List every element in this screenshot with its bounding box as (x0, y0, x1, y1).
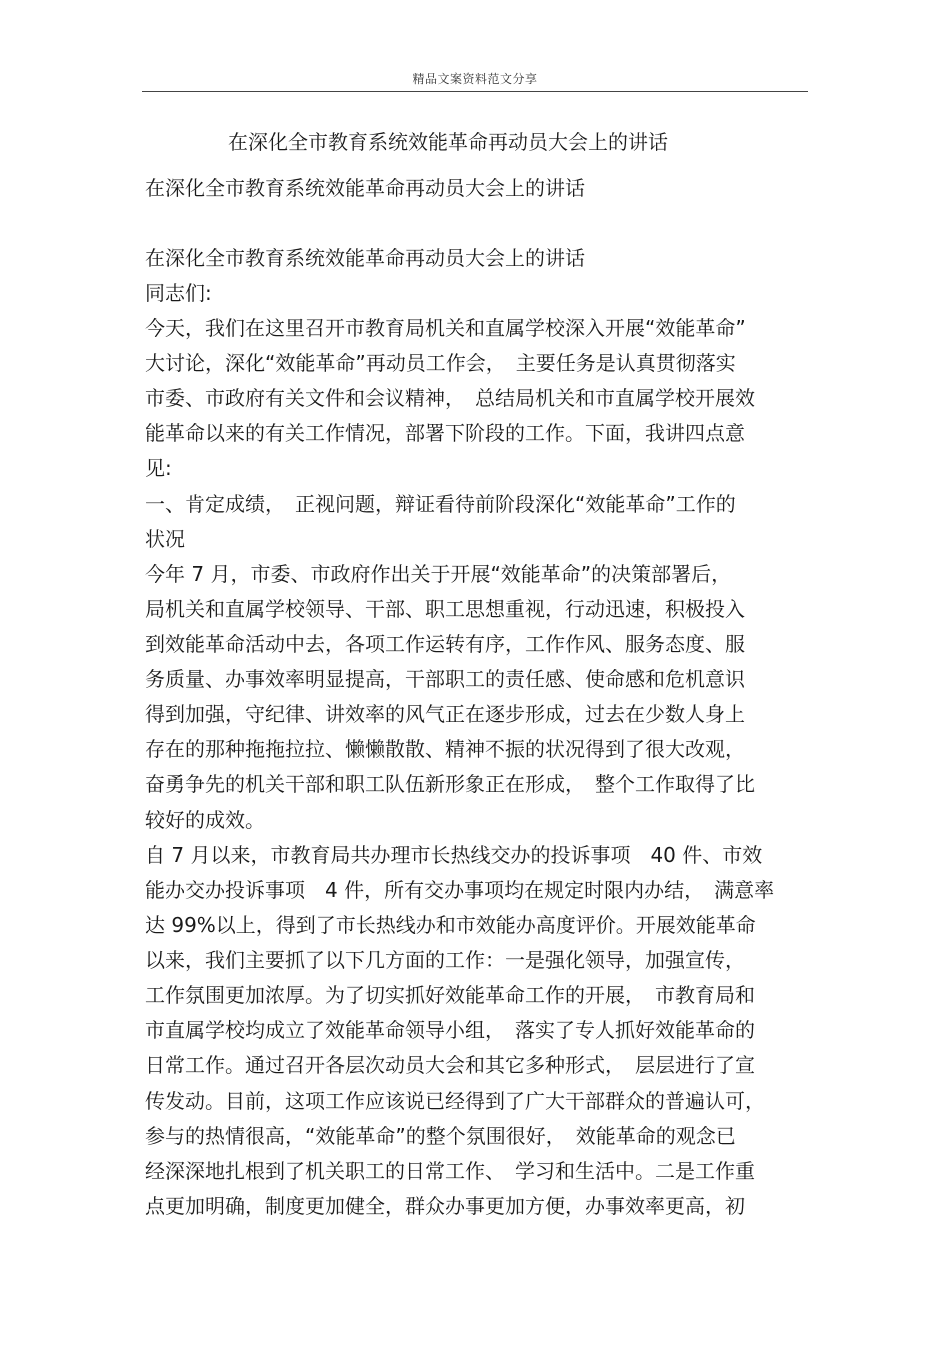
text-line: 今年 7 月，市委、市政府作出关于开展“效能革命”的决策部署后， (145, 562, 732, 586)
text-line: 得到加强，守纪律、讲效率的风气正在逐步形成，过去在少数人身上 (145, 702, 745, 726)
text-line: 以来，我们主要抓了以下几方面的工作：一是强化领导，加强宣传， (145, 948, 745, 972)
text-line: 工作氛围更加浓厚。为了切实抓好效能革命工作的开展， 市教育局和 (145, 983, 755, 1007)
text-line: 奋勇争先的机关干部和职工队伍新形象正在形成， 整个工作取得了比 (145, 772, 755, 796)
text-line: 市直属学校均成立了效能革命领导小组， 落实了专人抓好效能革命的 (145, 1018, 755, 1042)
page-header: 精品文案资料范文分享 (412, 72, 538, 86)
text-line: 自 7 月以来，市教育局共办理市长热线交办的投诉事项 40 件、市效 (145, 843, 763, 867)
text-line: 见: (145, 456, 172, 480)
text-line: 大讨论，深化“效能革命”再动员工作会， 主要任务是认真贯彻落实 (145, 351, 736, 375)
text-line: 存在的那种拖拖拉拉、懒懒散散、精神不振的状况得到了很大改观， (145, 737, 745, 761)
text-line: 到效能革命活动中去，各项工作运转有序，工作作风、服务态度、服 (145, 632, 745, 656)
text-line: 状况 (145, 527, 185, 551)
text-line: 参与的热情很高，“效能革命”的整个氛围很好， 效能革命的观念已 (145, 1124, 736, 1148)
text-line: 局机关和直属学校领导、干部、职工思想重视，行动迅速，积极投入 (145, 597, 745, 621)
text-line: 传发动。目前，这项工作应该说已经得到了广大干部群众的普遍认可， (145, 1089, 765, 1113)
text-line: 经深深地扎根到了机关职工的日常工作、 学习和生活中。二是工作重 (145, 1159, 755, 1183)
text-line: 在深化全市教育系统效能革命再动员大会上的讲话 (145, 246, 585, 270)
text-line: 今天，我们在这里召开市教育局机关和直属学校深入开展“效能革命” (145, 316, 746, 340)
text-line: 在深化全市教育系统效能革命再动员大会上的讲话 (145, 176, 585, 200)
text-line: 较好的成效。 (145, 808, 265, 832)
text-line: 同志们: (145, 281, 212, 305)
header-divider (142, 91, 808, 92)
text-line: 市委、市政府有关文件和会议精神， 总结局机关和市直属学校开展效 (145, 386, 755, 410)
document-title: 在深化全市教育系统效能革命再动员大会上的讲话 (228, 130, 668, 154)
text-line: 点更加明确，制度更加健全，群众办事更加方便，办事效率更高，初 (145, 1194, 745, 1218)
text-line: 日常工作。通过召开各层次动员大会和其它多种形式， 层层进行了宣 (145, 1053, 755, 1077)
text-line: 务质量、办事效率明显提高，干部职工的责任感、使命感和危机意识 (145, 667, 745, 691)
text-line: 一、肯定成绩， 正视问题，辩证看待前阶段深化“效能革命”工作的 (145, 492, 736, 516)
text-line: 能革命以来的有关工作情况，部署下阶段的工作。下面，我讲四点意 (145, 421, 745, 445)
text-line: 能办交办投诉事项 4 件，所有交办事项均在规定时限内办结， 满意率 (145, 878, 775, 902)
text-line: 达 99%以上，得到了市长热线办和市效能办高度评价。开展效能革命 (145, 913, 756, 937)
